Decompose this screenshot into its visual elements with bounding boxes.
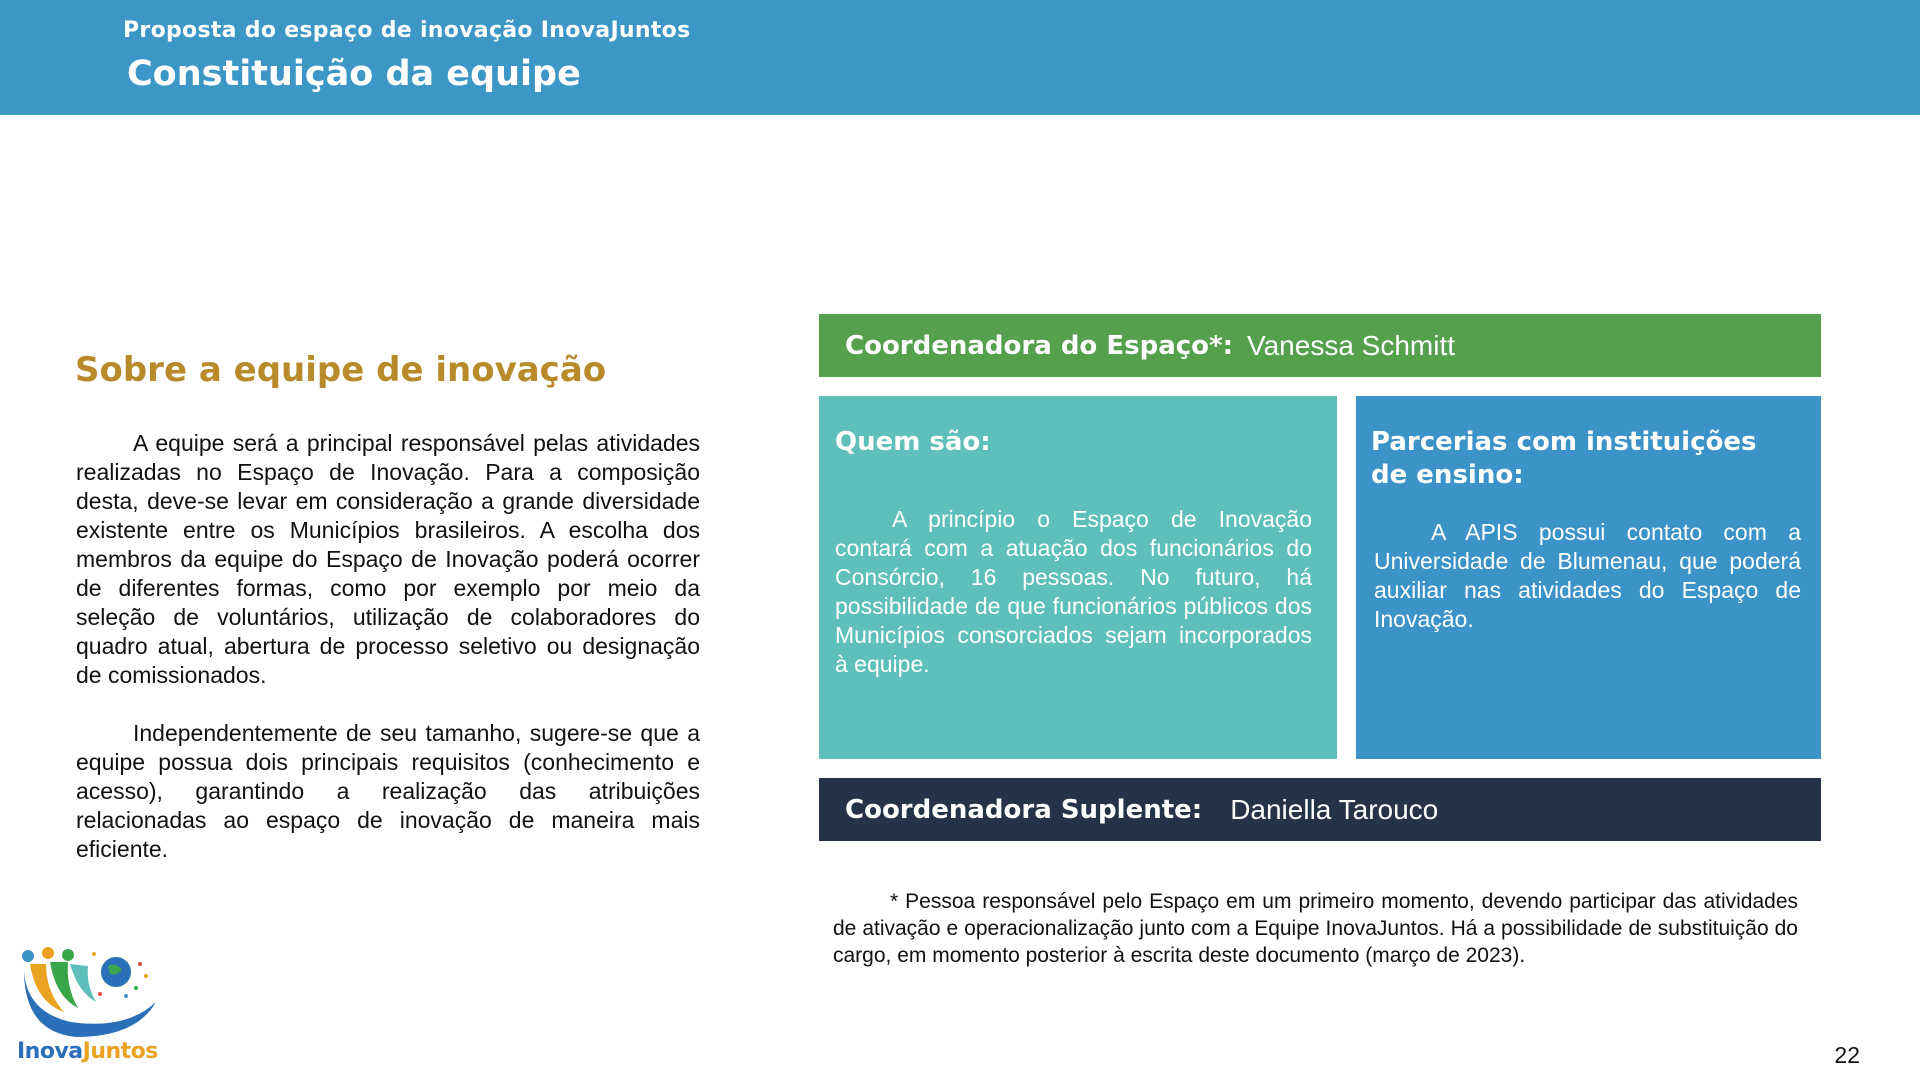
coordinator-name: Vanessa Schmitt <box>1247 329 1456 361</box>
team-paragraph-2: Independentemente de seu tamanho, sugere-se que a equipe possua dois principais requisitos (conhecimento e acesso), garantindo a realização das atribuições relacionadas ao espaço de inovação de maneira mais eficiente. <box>76 720 700 862</box>
who-title: Quem são: <box>835 427 991 457</box>
partners-text: A APIS possui contato com a Universidade de Blumenau, que poderá auxiliar nas atividades do Espaço de Inovação. <box>1374 519 1801 632</box>
page-title: Constituição da equipe <box>127 54 581 94</box>
footnote: * Pessoa responsável pelo Espaço em um primeiro momento, devendo participar das atividades de ativação e operacionalização junto com a Equipe InovaJuntos. Há a possibilidade de substituição do cargo, em momento posterior à escrita deste documento (março de 2023). <box>833 890 1798 967</box>
who-text: A princípio o Espaço de Inovação contará com a atuação dos funcionários do Consórcio, 16 pessoas. No futuro, há possibilidade de que funcionários públicos dos Municípios consorciados sejam incorporados à equipe. <box>835 506 1312 677</box>
header-bar <box>0 0 1920 115</box>
team-paragraph-1: A equipe será a principal responsável pelas atividades realizadas no Espaço de Inovação. Para a composição desta, deve-se levar em consideração a grande diversidade existente entre os Municípios brasileiros. A escolha dos membros da equipe do Espaço de Inovação poderá ocorrer de diferentes formas, como por exemplo por meio da seleção de voluntários, utilização de colaboradores do quadro atual, abertura de processo seletivo ou designação de comissionados. <box>76 430 700 688</box>
substitute-box <box>819 778 1821 841</box>
who-card <box>819 396 1337 759</box>
partners-title: Parcerias com instituições de ensino: <box>1371 427 1757 490</box>
coordinator-label: Coordenadora do Espaço*: <box>845 330 1234 361</box>
logo-wordmark-part2: Juntos <box>82 1039 158 1064</box>
page-number: 22 <box>1834 1042 1860 1068</box>
substitute-label: Coordenadora Suplente: <box>845 794 1203 825</box>
logo-wordmark <box>17 1039 158 1064</box>
team-description <box>76 429 700 864</box>
coordinator-box <box>819 314 1821 377</box>
logo-wordmark-part1: Inova <box>17 1039 83 1064</box>
header-subtitle: Proposta do espaço de inovação InovaJuntos <box>123 18 691 43</box>
partners-card <box>1356 396 1821 759</box>
logo-graphic-icon <box>16 942 166 1042</box>
section-title: Sobre a equipe de inovação <box>75 350 607 390</box>
substitute-name: Daniella Tarouco <box>1230 793 1439 825</box>
